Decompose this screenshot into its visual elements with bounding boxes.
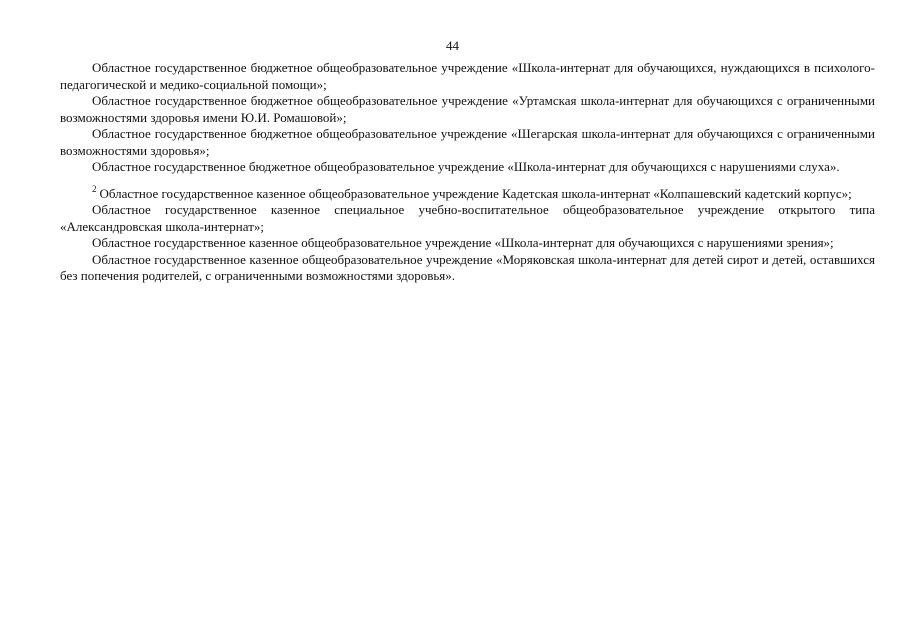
footnote-text: Областное государственное казенное общеобразовательное учреждение Кадетская школа-интернат «Колпашевский кадетский корпус»; — [99, 185, 852, 201]
paragraph: Областное государственное бюджетное общеобразовательное учреждение «Шегарская школа-интернат для обучающихся с ограниченными возможностями здоровья»; — [60, 126, 875, 158]
section-divider — [60, 176, 875, 186]
paragraph: Областное государственное бюджетное общеобразовательное учреждение «Школа-интернат для обучающихся с нарушениями слуха». — [92, 159, 840, 174]
page-number: 44 — [446, 38, 459, 53]
footnote-paragraph — [60, 186, 875, 203]
paragraph: Областное государственное бюджетное общеобразовательное учреждение «Школа-интернат для обучающихся, нуждающихся в психолого-педагогической и медико-социальной помощи»; — [60, 60, 875, 92]
paragraph: Областное государственное казенное специальное учебно-воспитательное общеобразовательное учреждение открытого типа «Александровская школа-интернат»; — [60, 202, 875, 234]
document-body — [60, 60, 875, 285]
paragraph: Областное государственное казенное общеобразовательное учреждение «Моряковская школа-интернат для детей сирот и детей, оставшихся без попечения родителей, с ограниченными возможностями здоровья». — [60, 251, 875, 283]
paragraph: Областное государственное бюджетное общеобразовательное учреждение «Уртамская школа-интернат для обучающихся с ограниченными возможностями здоровья имени Ю.И. Ромашовой»; — [60, 93, 875, 125]
footnote-marker: 2 — [92, 184, 97, 195]
paragraph: Областное государственное казенное общеобразовательное учреждение «Школа-интернат для обучающихся с нарушениями зрения»; — [92, 235, 834, 250]
